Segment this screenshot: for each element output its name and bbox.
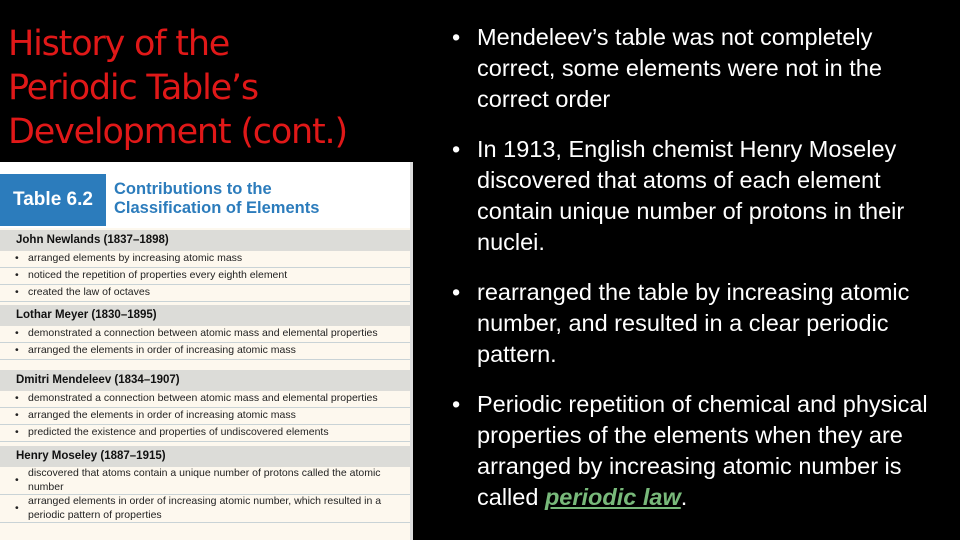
list-item: • demonstrated a connection between atomic mass and elemental properties (0, 391, 410, 408)
bullet-text: rearranged the table by increasing atomic number, and resulted in a clear periodic pattern. (477, 279, 910, 367)
section-moseley (0, 446, 410, 523)
table-title-line: Contributions to the (114, 180, 272, 198)
bullet-item (452, 22, 957, 115)
table-6-2-card (0, 162, 413, 540)
list-item-text: arranged the elements in order of increasing atomic mass (28, 344, 296, 357)
bullet-item (452, 389, 957, 513)
bullet-dot: • (452, 279, 461, 305)
list-item-text: arranged the elements in order of increasing atomic mass (28, 409, 296, 422)
bullet-text: In 1913, English chemist Henry Moseley discovered that atoms of each element contain unique number of protons in their nuclei. (477, 136, 905, 255)
slide-title-line: Development (cont.) (8, 112, 347, 152)
list-item: • arranged elements in order of increasing atomic number, which resulted in a periodic pattern of properties (0, 495, 410, 523)
bullet-item (452, 134, 957, 258)
section-newlands (0, 230, 410, 302)
bullet-dot: • (452, 391, 461, 417)
list-item: • discovered that atoms contain a unique number of protons called the atomic number (0, 467, 410, 495)
list-item-text: created the law of octaves (28, 286, 150, 299)
list-item: • predicted the existence and properties of undiscovered elements (0, 425, 410, 442)
section-heading: Lothar Meyer (1830–1895) (0, 305, 410, 326)
table-header (0, 162, 410, 228)
bullet-list (452, 22, 957, 532)
list-item-text: demonstrated a connection between atomic mass and elemental properties (28, 392, 378, 405)
bullet-item (452, 277, 957, 370)
list-item-text: arranged elements in order of increasing atomic number, which resulted in a periodic pattern of properties (28, 495, 382, 521)
list-item: • arranged the elements in order of increasing atomic mass (0, 343, 410, 360)
table-title (114, 180, 394, 218)
list-item: • demonstrated a connection between atomic mass and elemental properties (0, 326, 410, 343)
list-item: • noticed the repetition of properties every eighth element (0, 268, 410, 285)
slide-title-line: History of the (8, 24, 230, 64)
section-heading: John Newlands (1837–1898) (0, 230, 410, 251)
section-heading: Dmitri Mendeleev (1834–1907) (0, 370, 410, 391)
list-item: • arranged elements by increasing atomic mass (0, 251, 410, 268)
table-label: Table 6.2 (0, 174, 106, 226)
list-item-text: discovered that atoms contain a unique number of protons called the atomic number (28, 467, 381, 493)
section-meyer (0, 305, 410, 360)
section-heading: Henry Moseley (1887–1915) (0, 446, 410, 467)
list-item-text: arranged elements by increasing atomic mass (28, 252, 243, 265)
keyword-periodic-law: periodic law (544, 484, 681, 510)
bullet-text: Periodic repetition of chemical and physical properties of the elements when they are arranged by increasing atomic number is called (477, 391, 928, 510)
table-title-line: Classification of Elements (114, 199, 320, 217)
bullet-dot: • (452, 136, 461, 162)
list-item: • created the law of octaves (0, 285, 410, 302)
section-mendeleev (0, 370, 410, 442)
list-item: • arranged the elements in order of increasing atomic mass (0, 408, 410, 425)
slide-title (8, 22, 408, 154)
list-item-text: demonstrated a connection between atomic mass and elemental properties (28, 327, 378, 340)
list-item-text: predicted the existence and properties of undiscovered elements (28, 426, 329, 439)
bullet-dot: • (452, 24, 461, 50)
bullet-text: Mendeleev’s table was not completely correct, some elements were not in the correct order (477, 24, 882, 112)
list-item-text: noticed the repetition of properties every eighth element (28, 269, 288, 282)
bullet-suffix: . (680, 484, 688, 510)
slide-title-line: Periodic Table’s (8, 68, 258, 108)
